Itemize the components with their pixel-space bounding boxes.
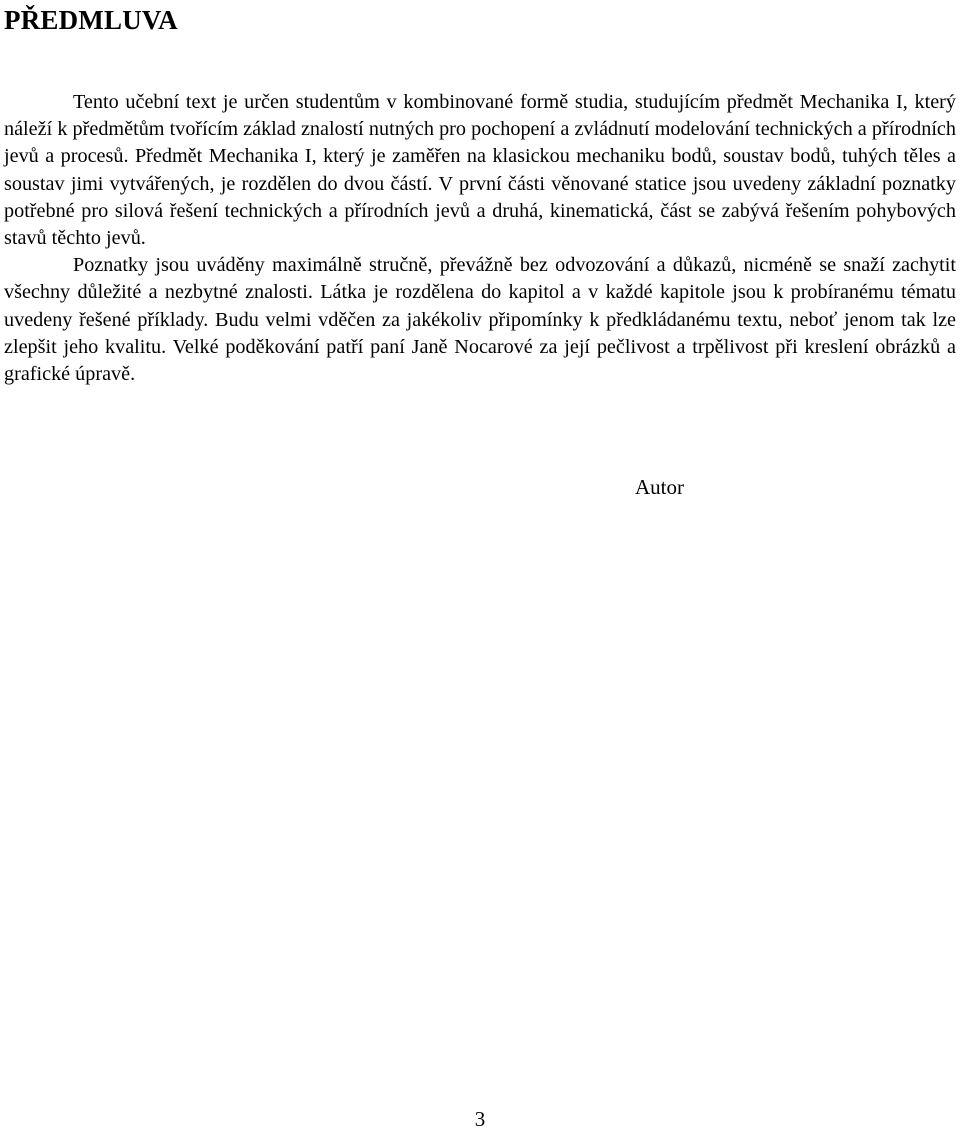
page-title: PŘEDMLUVA (4, 5, 178, 35)
paragraph-1: Tento učební text je určen studentům v kombinované formě studia, studujícím předmět Mechanika I, který náleží k předmětům tvořícím základ znalostí nutných pro pochopení a zvládnutí modelování technických a přírodních jevů a procesů. Předmět Mechanika I, který je zaměřen na klasickou mechaniku bodů, soustav bodů, tuhých těles a soustav jimi vytvářených, je rozdělen do dvou částí. V první části věnované statice jsou uvedeny základní poznatky potřebné pro silová řešení technických a přírodních jevů a druhá, kinematická, část se zabývá řešením pohybových stavů těchto jevů. (4, 91, 956, 250)
author-signature: Autor (635, 475, 684, 499)
page-number: 3 (474, 1107, 486, 1131)
paragraph-2: Poznatky jsou uváděny maximálně stručně, převážně bez odvozování a důkazů, nicméně se snaží zachytit všechny důležité a nezbytné znalosti. Látka je rozdělena do kapitol a v každé kapitole jsou k probíranému tématu uvedeny řešené příklady. Budu velmi vděčen za jakékoliv připomínky k předkládanému textu, neboť jenom tak lze zlepšit jeho kvalitu. Velké poděkování patří paní Janě Nocarové za její pečlivost a trpělivost při kreslení obrázků a grafické úpravě. (4, 254, 956, 386)
preface-body (4, 89, 956, 388)
